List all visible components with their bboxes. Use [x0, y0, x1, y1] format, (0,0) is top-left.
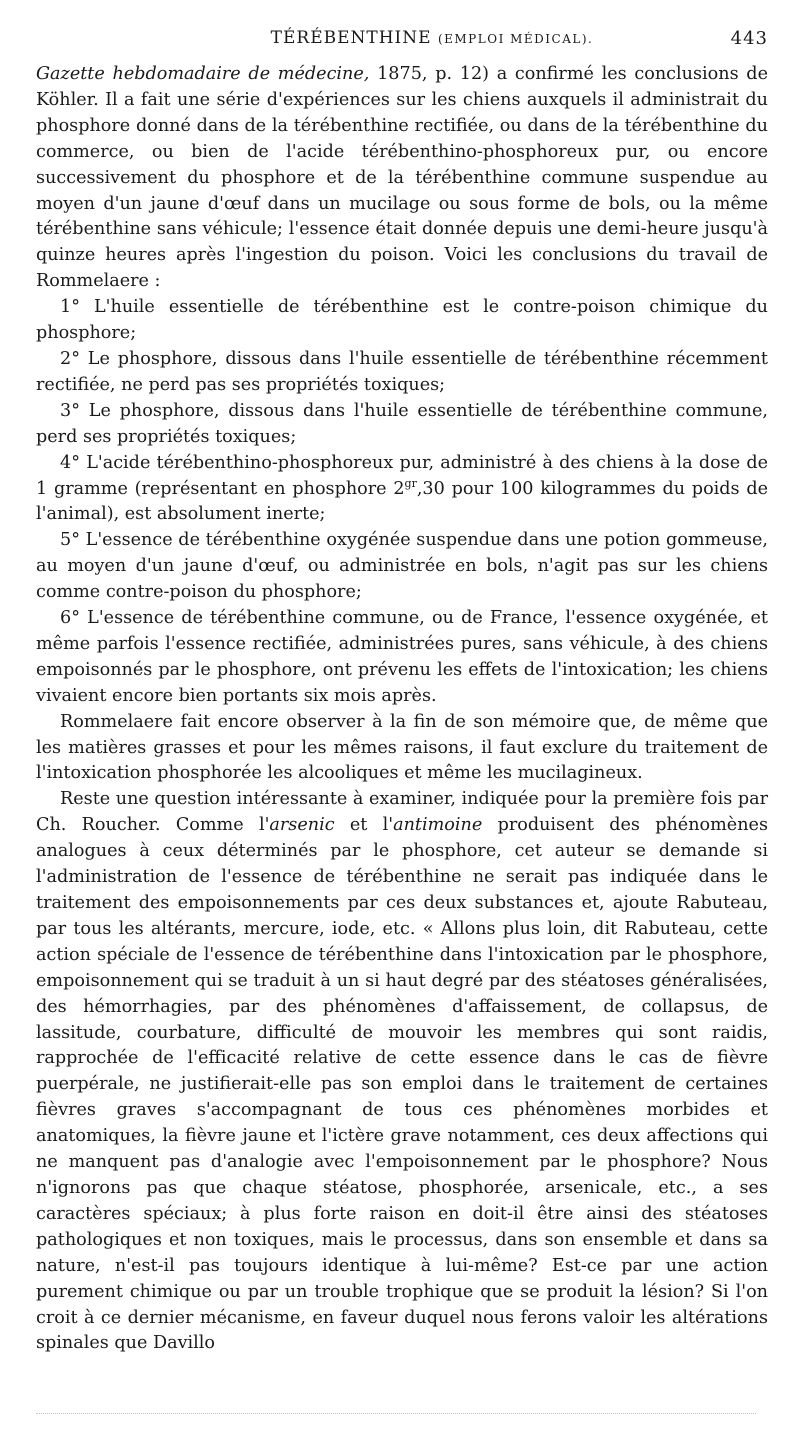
conclusion-2: 2° Le phosphore, dissous dans l'huile essentielle de térébenthine récemment rectifiée, ne perd pas ses propriétés toxiques;: [36, 348, 768, 395]
body-text: [36, 62, 768, 1357]
paragraph-intro: [36, 62, 768, 295]
paragraph-intro-text: 1875, p. 12) a confirmé les conclusions de Köhler. Il a fait une série d'expériences sur les chiens auxquels il administrait du phosphore donné dans de la térébenthine rectifiée, ou dans de la térébenthine du commerce, ou bien de l'acide térébenthino-phosphoreux pur, ou encore successivement du phosphore et de la térébenthine commune suspendue au moyen d'un jaune d'œuf dans un mucilage ou sous forme de bols, ou la même térébenthine sans véhicule; l'essence était donnée depuis une demi-heure jusqu'à quinze heures après l'ingestion du poison. Voici les conclusions du travail de Rommelaere :: [36, 64, 768, 292]
page-number: 443: [730, 28, 768, 49]
page-bottom-rule: [36, 1413, 756, 1414]
conclusion-5: 5° L'essence de térébenthine oxygénée suspendue dans une potion gommeuse, au moyen d'un jaune d'œuf, ou administrée en bols, n'agit pas sur les chiens comme contre-poison du phosphore;: [36, 530, 768, 603]
term-arsenic: arsenic: [269, 815, 335, 836]
conclusion-4: [36, 451, 768, 529]
page: [36, 28, 768, 1357]
conclusion-4-text-a: 4° L'acide térébenthino-phosphoreux pur, administré à des chiens à la dose de 1 gramme (représentant en phosphore 2: [36, 452, 768, 499]
running-title-sub: (EMPLOI MÉDICAL).: [437, 32, 594, 46]
journal-title: Gazette hebdomadaire de médecine,: [36, 64, 370, 84]
paragraph-rommelaere: Rommelaere fait encore observer à la fin de son mémoire que, de même que les matières grasses et pour les mêmes raisons, il faut exclure du traitement de l'intoxication phosphorée les alcooliques et même les mucilagineux.: [36, 711, 768, 784]
conclusion-4-text-b: ,30 pour 100 kilogrammes du poids de l'animal), est absolument inerte;: [36, 478, 768, 525]
conclusion-3: 3° Le phosphore, dissous dans l'huile essentielle de térébenthine commune, perd ses propriétés toxiques;: [36, 400, 768, 447]
paragraph-roucher-text-b: et l': [334, 815, 394, 836]
conclusion-4-superscript: gr: [404, 476, 417, 490]
paragraph-roucher-text-a: Reste une question intéressante à examiner, indiquée pour la première fois par Ch. Roucher. Comme l': [36, 789, 769, 836]
paragraph-roucher: [36, 787, 768, 1357]
conclusion-1: 1° L'huile essentielle de térébenthine est le contre-poison chimique du phosphore;: [36, 297, 768, 344]
paragraph-roucher-text-c: produisent des phénomènes analogues à ceux déterminés par le phosphore, cet auteur se demande si l'administration de l'essence de térébenthine ne serait pas indiquée dans le traitement des empoisonnements par ces deux substances et, ajoute Rabuteau, par tous les altérants, mercure, iode, etc. « Allons plus loin, dit Rabuteau, cette action spéciale de l'essence de térébenthine dans l'intoxication par le phosphore, empoisonnement qui se traduit à un si haut degré par des stéatoses généralisées, des hémorrhagies, par des phénomènes d'affaissement, de collapsus, de lassitude, courbature, difficulté de mouvoir les membres qui sont raidis, rapprochée de l'efficacité relative de cette essence dans le cas de fièvre puerpérale, ne justifierait-elle pas son emploi dans le traitement de certaines fièvres graves s'accompagnant de tous ces phénomènes morbides et anatomiques, la fièvre jaune et l'ictère grave notamment, ces deux affections qui ne manquent pas d'analogie avec l'empoisonnement par le phosphore? Nous n'ignorons pas que chaque stéatose, phosphorée, arsenicale, etc., a ses caractères spéciaux; à plus forte raison en doit-il être ainsi des stéatoses pathologiques et non toxiques, mais le processus, dans son ensemble et dans sa nature, n'est-il pas toujours identique à lui-même? Est-ce par une action purement chimique ou par un trouble trophique que se produit la lésion? Si l'on croit à ce dernier mécanisme, en faveur duquel nous ferons valoir les altérations spinales que Davillo: [36, 815, 768, 1354]
running-title-main: TÉRÉBENTHINE: [270, 28, 432, 48]
running-header: [36, 28, 768, 62]
term-antimoine: antimoine: [393, 815, 483, 836]
running-title: [271, 28, 594, 48]
conclusion-6: 6° L'essence de térébenthine commune, ou de France, l'essence oxygénée, et même parfois l'essence rectifiée, administrées pures, sans véhicule, à des chiens empoisonnés par le phosphore, ont prévenu les effets de l'intoxication; les chiens vivaient encore bien portants six mois après.: [36, 608, 768, 706]
